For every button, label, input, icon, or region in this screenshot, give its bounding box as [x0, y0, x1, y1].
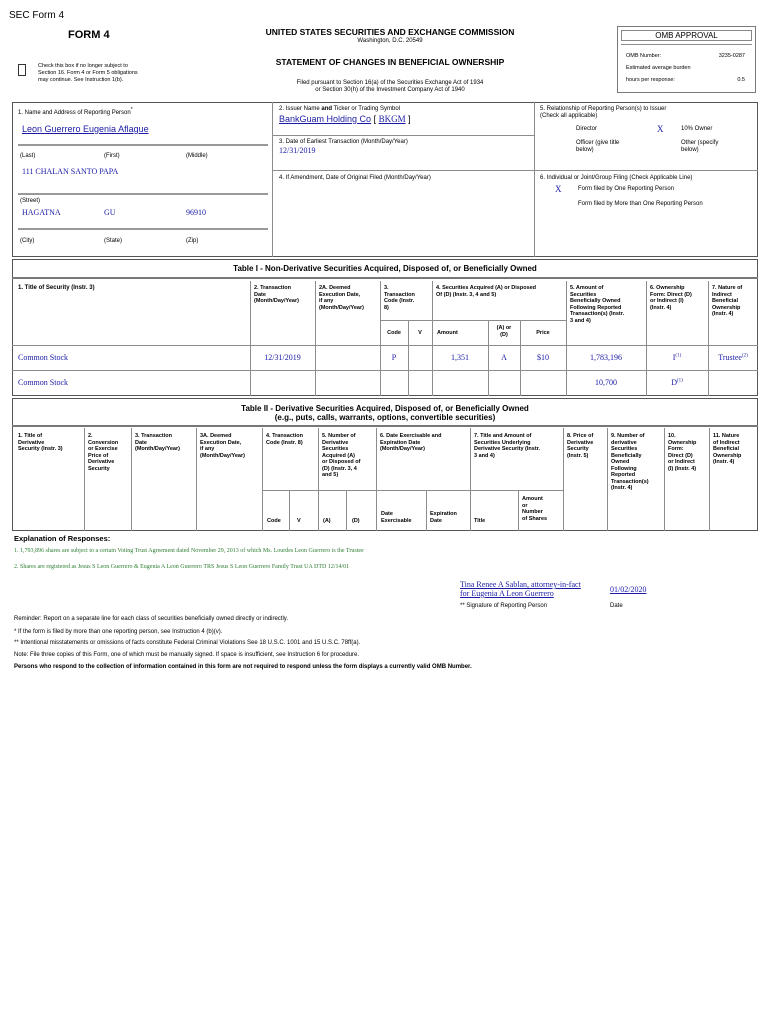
t1-col-ownership-form: 6. Ownership Form: Direct (D) or Indirect (I) (Instr. 4) [650, 285, 692, 311]
t1-row1-amount: 1,351 [451, 353, 469, 362]
box3-label: 3. Date of Earliest Transaction (Month/Day/Year) [279, 139, 408, 145]
statement-title: STATEMENT OF CHANGES IN BENEFICIAL OWNERSHIP [275, 57, 505, 67]
city-label: (City) [20, 238, 35, 244]
table2-subtitle: (e.g., puts, calls, warrants, options, convertible securities) [274, 413, 496, 422]
omb-title: OMB APPROVAL [655, 31, 718, 40]
reporting-person-name-link[interactable]: Leon Guerrero Eugenia Aflague [22, 124, 149, 134]
checkbox-note-line1: Check this box if no longer subject to [38, 63, 128, 69]
signature-date[interactable]: 01/02/2020 [610, 585, 647, 594]
omb-approval-box [617, 26, 756, 93]
section16-checkbox[interactable] [18, 64, 26, 76]
t2-col-nature: 11. Nature of Indirect Beneficial Ownership (Instr. 4) [713, 433, 742, 465]
filed-pursuant-line2: or Section 30(h) of the Investment Company Act of 1940 [315, 87, 465, 93]
box4-label: 4. If Amendment, Date of Original Filed (Month/Day/Year) [279, 175, 431, 181]
t1-col-deemed-date: 2A. Deemed Execution Date, if any (Month/Day/Year) [319, 285, 364, 311]
box5-label-applicable: (Check all applicable) [540, 113, 598, 119]
t2-col-transaction-code: 4. Transaction Code (Instr. 8) [266, 433, 303, 446]
signature-name-line2[interactable]: for Eugenia A Leon Guerrero [460, 589, 554, 598]
t2-sub-title: Title [474, 518, 486, 524]
t1-row2-form: $D^{(1)}$ [671, 378, 683, 387]
other-option: Other (specify [681, 140, 719, 146]
t2-sub-a: (A) [323, 518, 331, 524]
table2-title: Table II - Derivative Securities Acquired, Disposed of, or Beneficially Owned [241, 404, 529, 413]
explanation-heading: Explanation of Responses: [14, 534, 111, 543]
box2-label: 2. Issuer Name and Ticker or Trading Symbol [279, 106, 401, 112]
t2-col-conversion: 2. Conversion or Exercise Price of Derivative Security [88, 433, 119, 472]
state-value: GU [104, 208, 116, 217]
sec-form-label: SEC Form 4 [9, 10, 65, 21]
state-label: (State) [104, 238, 123, 244]
zip-label: (Zip) [186, 238, 199, 244]
checkbox-note-line3: may continue. See Instruction 1(b). [38, 77, 124, 83]
issuer-name-link[interactable]: BankGuam Holding Co [279, 114, 372, 124]
t2-col-price: 8. Price of Derivative Security (Instr. 5) [567, 433, 594, 459]
t1-row1-date: 12/31/2019 [264, 353, 301, 362]
t2-col-number-derivative: 5. Number of Derivative Securities Acquired (A) or Disposed of (D) (Instr. 3, 4 and 5) [322, 433, 361, 478]
first-name-label: (First) [104, 153, 120, 159]
omb-burden-label: Estimated average burden [626, 65, 691, 71]
city-value: HAGATNA [22, 208, 61, 217]
footer-note-copies: Note: File three copies of this Form, one of which must be manually signed. If space is insufficient, see Instruction 6 for procedure. [14, 652, 360, 658]
t1-sub-v: V [418, 330, 422, 336]
t2-sub-code: Code [267, 518, 281, 524]
omb-number-value: 3235-0287 [718, 53, 745, 59]
middle-name-label: (Middle) [186, 153, 208, 159]
t1-row1-ad: A [501, 353, 507, 362]
t1-col-securities-acquired: 4. Securities Acquired (A) or Disposed Of (D) (Instr. 3, 4 and 5) [436, 285, 537, 298]
t2-sub-v: V [297, 518, 301, 524]
commission-location: Washington, D.C. 20549 [357, 38, 423, 44]
t1-col-transaction-date: 2. Transaction Date (Month/Day/Year) [254, 285, 299, 304]
omb-hours-label: hours per response: [626, 77, 675, 83]
earliest-transaction-date: 12/31/2019 [279, 146, 316, 155]
t2-col-number-owned: 9. Number of derivative Securities Beneficially Owned Following Reported Transaction(s) (Instr. 4) [611, 433, 649, 491]
commission-title: UNITED STATES SECURITIES AND EXCHANGE COMMISSION [265, 27, 515, 37]
signature-date-label: Date [610, 603, 623, 609]
zip-value: 96910 [186, 208, 206, 217]
reminder-note: Reminder: Report on a separate line for each class of securities beneficially owned directly or indirectly. [14, 616, 289, 622]
t1-row1-code: P [391, 353, 397, 362]
filed-pursuant-line1: Filed pursuant to Section 16(a) of the Securities Exchange Act of 1934 [296, 80, 484, 86]
signature-label: ** Signature of Reporting Person [460, 603, 548, 609]
last-name-label: (Last) [20, 153, 36, 159]
t2-sub-amount: Amount or Number of Shares [522, 496, 548, 522]
omb-hours-value: 0.5 [737, 77, 745, 83]
one-person-mark: X [555, 184, 562, 194]
form-title: FORM 4 [68, 29, 110, 41]
ticker-link[interactable]: BKGM [378, 114, 406, 124]
omb-number-label: OMB Number: [626, 53, 662, 59]
ten-percent-owner-option: 10% Owner [681, 126, 713, 132]
t1-row1-owned: 1,783,196 [590, 353, 622, 362]
t2-col-ownership-form: 10. Ownership Form: Direct (D) or Indirect (I) (Instr. 4) [668, 433, 697, 472]
officer-option: Officer (give title [576, 140, 620, 146]
t1-sub-ad: (A) or (D) [496, 325, 512, 338]
t1-sub-price: Price [536, 330, 550, 336]
footer-note-misstatements: ** Intentional misstatements or omissions of facts constitute Federal Criminal Violations See 18 U.S.C. 1001 and 15 U.S.C. 78ff(a). [14, 640, 361, 646]
street-label: (Street) [20, 198, 41, 204]
t1-col-amount-owned: 5. Amount of Securities Beneficially Owned Following Reported Transaction(s) (Instr. 3 and 4) [570, 285, 625, 324]
t2-col-date-exercisable: 6. Date Exercisable and Expiration Date (Month/Day/Year) [380, 433, 442, 452]
footnote-2: 2. Shares are registered as Jesus S Leon Guerrero & Eugenia A Leon Guerrero TRS Jesus S Leon Guerrero Family Trust UA DTD 12/14/01 [14, 564, 350, 570]
t1-row2-title: Common Stock [18, 378, 69, 387]
table1-title: Table I - Non-Derivative Securities Acquired, Disposed of, or Beneficially Owned [233, 264, 537, 273]
more-persons-option: Form filed by More than One Reporting Person [578, 201, 703, 207]
t1-row2-owned: 10,700 [595, 378, 617, 387]
box6-label: 6. Individual or Joint/Group Filing (Check Applicable Line) [540, 175, 693, 181]
t2-col-transaction-date: 3. Transaction Date (Month/Day/Year) [135, 433, 180, 452]
t2-col-title: 1. Title of Derivative Security (Instr. 3) [18, 433, 63, 452]
t1-row1-form: $I^{(1)}$ [672, 353, 682, 362]
one-person-option: Form filed by One Reporting Person [578, 186, 675, 192]
officer-option-below: below) [576, 147, 594, 153]
t2-sub-expiration: Expiration Date [430, 511, 457, 524]
t1-sub-amount: Amount [437, 330, 458, 336]
footnote-1: 1. 1,793,896 shares are subject to a certain Voting Trust Agreement dated November 29, 2013 of which Ms. Lourdes Leon Guerrero is the Trustee [14, 548, 364, 554]
t1-col-transaction-code: 3. Transaction Code (Instr. 8) [384, 285, 415, 311]
ten-percent-owner-mark: X [657, 124, 664, 134]
t1-row1-price: $10 [537, 353, 549, 362]
other-option-below: below) [681, 147, 699, 153]
footer-note-multiple-persons: * If the form is filed by more than one reporting person, see Instruction 4 (b)(v). [14, 629, 223, 635]
t2-col-underlying: 7. Title and Amount of Securities Underlying Derivative Security (Instr. 3 and 4) [474, 433, 541, 459]
footer-note-omb: Persons who respond to the collection of information contained in this form are not required to respond unless the form displays a currently valid OMB Number. [14, 664, 472, 670]
checkbox-note-line2: Section 16. Form 4 or Form 5 obligations [38, 70, 138, 76]
signature-name-line1[interactable]: Tina Renee A Sablan, attorney-in-fact [460, 580, 581, 589]
box1-label: 1. Name and Address of Reporting Person* [18, 107, 133, 116]
t1-row1-title: Common Stock [18, 353, 69, 362]
director-option: Director [576, 126, 598, 132]
t2-sub-exercisable: Date Exercisable [381, 511, 412, 524]
t2-sub-d: (D) [352, 518, 360, 524]
t2-col-deemed-date: 3A. Deemed Execution Date, if any (Month/Day/Year) [200, 433, 245, 459]
t1-sub-code: Code [387, 330, 401, 336]
street-address-value: 111 CHALAN SANTO PAPA [22, 167, 119, 176]
t1-row1-nature: Trustee$^{(2)}$ [718, 353, 748, 362]
t1-col-title-security: 1. Title of Security (Instr. 3) [18, 285, 95, 291]
box5-label: 5. Relationship of Reporting Person(s) to Issuer [540, 106, 667, 112]
issuer-line: BankGuam Holding Co [ BKGM ] [279, 114, 411, 124]
t1-col-nature-ownership: 7. Nature of Indirect Beneficial Ownership (Instr. 4) [712, 285, 743, 317]
